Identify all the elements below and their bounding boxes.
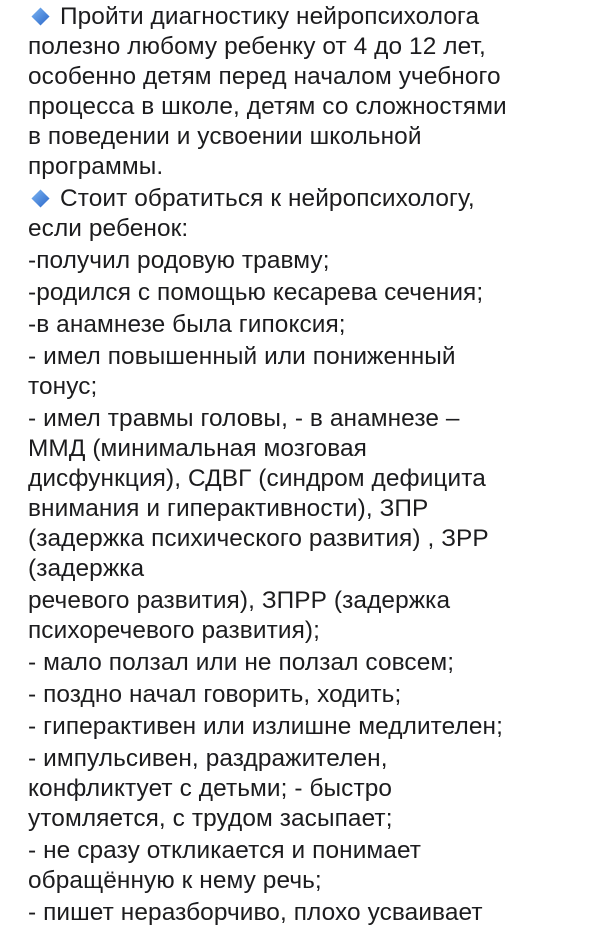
list-item — [28, 648, 598, 678]
when-text-line: Стоит обратиться к нейропсихологу, — [60, 185, 475, 212]
list-item — [28, 586, 598, 646]
when-paragraph — [28, 184, 598, 244]
list-item-line: - имел травмы головы, - в анамнезе – — [28, 405, 460, 432]
list-item — [28, 836, 598, 896]
list-item — [28, 310, 598, 340]
blue-diamond-icon — [31, 189, 50, 208]
list-item-line: (задержка — [28, 555, 145, 582]
when-text-line: если ребенок: — [28, 215, 189, 242]
list-item — [28, 744, 598, 834]
intro-line — [28, 2, 598, 32]
list-item-line: -родился с помощью кесарева сечения; — [28, 279, 484, 306]
list-item-line: речевого развития), ЗПРР (задержка — [28, 587, 451, 614]
list-item-line: дисфункция), СДВГ (синдром дефицита — [28, 465, 486, 492]
intro-text-line: процесса в школе, детям со сложностями — [28, 93, 507, 120]
intro-text-line: Пройти диагностику нейропсихолога — [60, 3, 480, 30]
list-item-line: внимания и гиперактивности), ЗПР — [28, 495, 429, 522]
blue-diamond-icon — [31, 7, 50, 26]
list-item-line: - мало ползал или не ползал совсем; — [28, 649, 455, 676]
list-item-line: - имел повышенный или пониженный — [28, 343, 456, 370]
list-item-line: психоречевого развития); — [28, 617, 320, 644]
list-item — [28, 898, 598, 928]
list-item-line: - не сразу откликается и понимает — [28, 837, 422, 864]
list-item-line: - импульсивен, раздражителен, — [28, 745, 388, 772]
intro-text-line: особенно детям перед началом учебного — [28, 63, 501, 90]
list-item-line: конфликтует с детьми; - быстро — [28, 775, 393, 802]
list-item-line: (задержка психического развития) , ЗРР — [28, 525, 489, 552]
list-item — [28, 246, 598, 276]
intro-text-line: полезно любому ребенку от 4 до 12 лет, — [28, 33, 486, 60]
list-item-line: - поздно начал говорить, ходить; — [28, 681, 402, 708]
list-item — [28, 680, 598, 710]
list-item-line: тонус; — [28, 373, 98, 400]
intro-text-line: программы. — [28, 153, 164, 180]
list-item-line: -получил родовую травму; — [28, 247, 330, 274]
list-item-line: - гиперактивен или излишне медлителен; — [28, 713, 503, 740]
intro-paragraph — [28, 2, 598, 182]
list-item — [28, 404, 598, 584]
intro-text-line: в поведении и усвоении школьной — [28, 123, 422, 150]
list-item-line: утомляется, с трудом засыпает; — [28, 805, 393, 832]
document-body — [28, 0, 598, 930]
list-item-line: -в анамнезе была гипоксия; — [28, 311, 346, 338]
when-line — [28, 184, 598, 214]
list-item-line: обращённую к нему речь; — [28, 867, 322, 894]
list-item — [28, 278, 598, 308]
list-item-line: - пишет неразборчиво, плохо усваивает — [28, 899, 483, 926]
list-item — [28, 712, 598, 742]
list-item — [28, 342, 598, 402]
list-item-line: ММД (минимальная мозговая — [28, 435, 367, 462]
